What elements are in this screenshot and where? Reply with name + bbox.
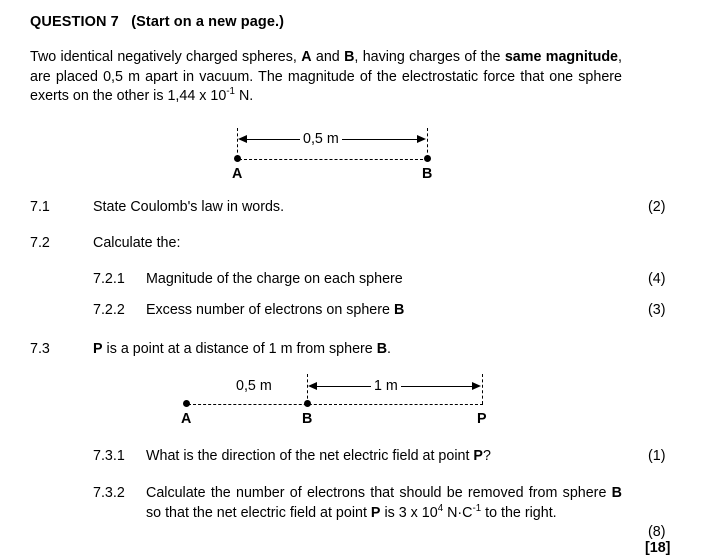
diagram2-distance-bp-label: 1 m (371, 378, 401, 394)
diagram2-label-b: B (302, 411, 313, 427)
diagram2-label-p: P (477, 411, 487, 427)
item-7-3-2-field-exponent: 4 (437, 502, 444, 514)
item-7-3-2-text-5: to the right. (481, 504, 557, 521)
item-7-1-text: State Coulomb's law in words. (93, 199, 285, 215)
question-number-label: QUESTION 7 (30, 14, 119, 30)
item-7-2-1-number: 7.2.1 (93, 271, 125, 287)
diagram2-extension-line-p (482, 374, 483, 404)
intro-text-1: Two identical negatively charged spheres, (30, 49, 302, 65)
item-7-3-text-2: . (387, 341, 392, 357)
page-title (30, 14, 284, 30)
item-7-3-1-point-p-label: P (473, 448, 483, 464)
item-7-2-2-marks: (3) (648, 302, 666, 318)
intro-text-5: N. (234, 88, 254, 104)
item-7-3-2-number: 7.3.2 (93, 485, 125, 501)
item-7-3-sphere-b-label: B (376, 341, 388, 357)
item-7-3-2-unit-exponent: -1 (472, 502, 482, 514)
item-7-2-1-text: Magnitude of the charge on each sphere (146, 271, 403, 287)
diagram1-sphere-a-dot (234, 155, 241, 162)
item-7-3-number: 7.3 (30, 341, 50, 357)
diagram1-extension-line-b (427, 128, 428, 158)
diagram1-label-b: B (422, 166, 433, 182)
item-7-3-point-p-label: P (93, 341, 103, 357)
diagram2-distance-ab-label: 0,5 m (233, 378, 275, 394)
item-7-3-2-text-4: N·C (443, 504, 473, 521)
diagram1-label-a: A (232, 166, 243, 182)
item-7-3-1-marks: (1) (648, 448, 666, 464)
item-7-3-1-text (146, 447, 616, 467)
start-new-page-instruction: (Start on a new page.) (131, 14, 285, 30)
item-7-3-2-text (146, 484, 622, 523)
diagram1-sphere-b-dot (424, 155, 431, 162)
intro-force-exponent: -1 (226, 86, 235, 98)
item-7-1-marks: (2) (648, 199, 666, 215)
intro-same-magnitude-emphasis: same magnitude (504, 49, 619, 65)
item-7-3-2-point-p-label: P (370, 504, 381, 521)
diagram2-label-a: A (181, 411, 192, 427)
diagram1-arrowhead-right-icon (417, 135, 426, 143)
item-7-2-2-number: 7.2.2 (93, 302, 125, 318)
item-7-2-text: Calculate the: (93, 235, 181, 251)
item-7-3-1-number: 7.3.1 (93, 448, 125, 464)
diagram2-baseline (188, 404, 483, 405)
diagram2-sphere-b-dot (304, 400, 311, 407)
question-total-marks: [18] (645, 540, 671, 556)
item-7-3-text-1: is a point at a distance of 1 m from sphere (102, 341, 377, 357)
item-7-2-number: 7.2 (30, 235, 50, 251)
title-spacer (119, 14, 131, 30)
diagram1-distance-label: 0,5 m (300, 131, 342, 147)
question-intro-paragraph (30, 48, 622, 107)
item-7-3-2-sphere-b-label: B (611, 485, 622, 501)
item-7-3-text (93, 340, 593, 360)
intro-text-4: , are placed 0,5 m apart in vacuum. The magnitude of the electrostatic force that one sphere exerts on the other is 1,44 x 10 (30, 49, 622, 104)
intro-sphere-a-label: A (301, 49, 312, 65)
item-7-2-2-sphere-b-label: B (393, 302, 405, 318)
intro-text-3: , having charges of the (354, 49, 505, 65)
item-7-2-2-text-1: Excess number of electrons on sphere (146, 302, 394, 318)
item-7-1-number: 7.1 (30, 199, 50, 215)
item-7-3-2-text-2: so that the net electric field at point (146, 504, 371, 521)
diagram1-extension-line-a (237, 128, 238, 158)
item-7-3-1-text-1: What is the direction of the net electric field at point (146, 448, 474, 464)
diagram1-arrowhead-left-icon (238, 135, 247, 143)
item-7-2-2-text (146, 301, 616, 321)
intro-text-2: and (311, 49, 345, 65)
diagram2-arrowhead-right-icon (472, 382, 481, 390)
diagram2-sphere-a-dot (183, 400, 190, 407)
item-7-3-1-text-2: ? (482, 448, 491, 464)
diagram1-baseline (239, 159, 428, 160)
diagram2-arrowhead-left-icon (308, 382, 317, 390)
item-7-3-2-text-1: Calculate the number of electrons that should be removed from sphere (146, 485, 612, 501)
intro-sphere-b-label: B (344, 49, 355, 65)
item-7-2-1-marks: (4) (648, 271, 666, 287)
item-7-3-2-text-3: is 3 x 10 (380, 504, 438, 521)
item-7-3-2-marks: (8) (648, 524, 666, 540)
